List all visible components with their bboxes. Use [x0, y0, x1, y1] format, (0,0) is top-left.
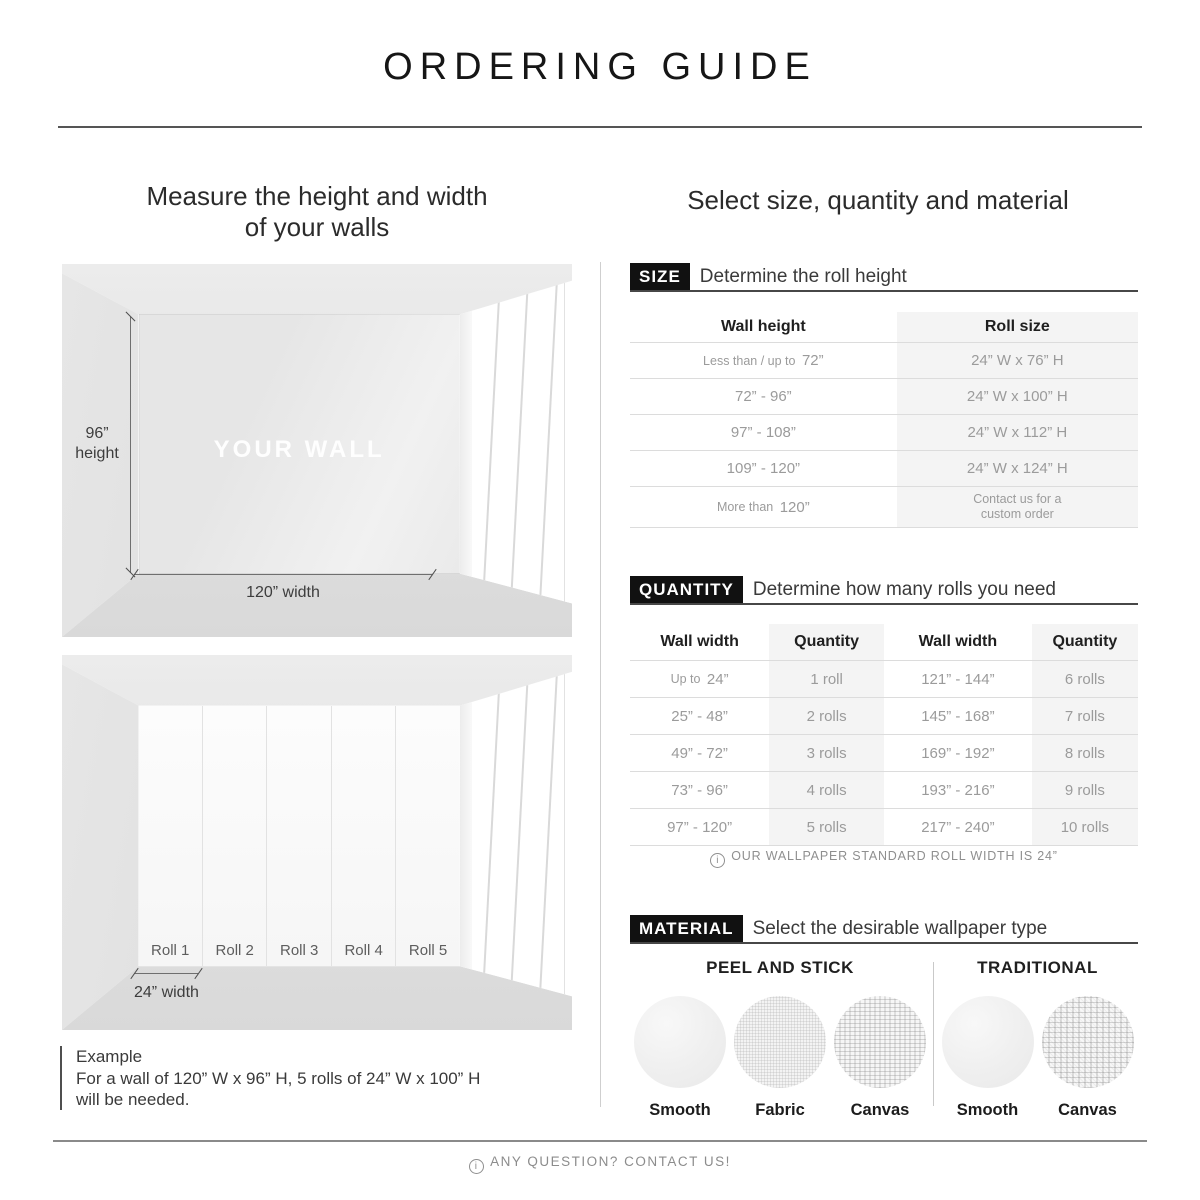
roll-panel-label: Roll 5: [408, 942, 448, 960]
roll-panel: [396, 706, 459, 967]
swatch-row: [937, 996, 1138, 1120]
swatch-row: [630, 996, 930, 1120]
size-table-row: [630, 379, 1138, 415]
size-table-row: [630, 487, 1138, 528]
material-section-title: Select the desirable wallpaper type: [752, 918, 1048, 939]
size-table: [630, 312, 1138, 528]
wall-width-cell: 145” - 168”: [921, 707, 995, 725]
wall-width-cell: 73” - 96”: [671, 781, 728, 799]
example-title: Example: [76, 1047, 143, 1066]
roll-panel-label: Roll 3: [279, 942, 319, 960]
roll-panel: [267, 706, 331, 967]
roll-panel: [332, 706, 396, 967]
smooth-texture-swatch: [634, 996, 726, 1088]
roll-panel: [139, 706, 203, 967]
height-dimension-label: [66, 424, 128, 464]
swatch-label: Smooth: [956, 1101, 1019, 1119]
select-heading: Select size, quantity and material: [687, 185, 1069, 215]
wall-height-cell: [630, 487, 897, 527]
window-mullion: [537, 264, 559, 637]
material-group-divider: [933, 962, 934, 1106]
wall-width-cell: 217” - 240”: [921, 818, 995, 836]
quantity-section-title: Determine how many rolls you need: [752, 579, 1056, 600]
size-section-title: Determine the roll height: [699, 266, 907, 287]
quantity-table-row: [630, 772, 1138, 809]
quantity-cell: 5 rolls: [769, 809, 884, 845]
canvas-texture-swatch: [834, 996, 926, 1088]
height-dimension-line: [130, 317, 131, 573]
roll-panel: [203, 706, 267, 967]
cell-value: 120”: [779, 498, 810, 516]
custom-order-line2: custom order: [980, 507, 1054, 521]
your-wall-label: YOUR WALL: [213, 436, 385, 463]
quantity-cell: 9 rolls: [1032, 772, 1138, 808]
material-section-header: [630, 915, 1138, 944]
wall-width-cell: 25” - 48”: [671, 707, 728, 725]
wall-width-cell: 193” - 216”: [921, 781, 995, 799]
wall-height-cell: 72” - 96”: [734, 388, 792, 405]
width-dimension-label: 120” width: [246, 584, 320, 601]
window-outer-edge: [564, 264, 572, 637]
quantity-table-row: [630, 698, 1138, 735]
quantity-cell: 1 roll: [769, 661, 884, 697]
swatch-smooth: [942, 996, 1034, 1120]
swatch-fabric: [734, 996, 826, 1120]
cell-value: 24”: [706, 670, 729, 688]
wallpaper-roll-panels: [139, 706, 460, 967]
traditional-group: [937, 958, 1138, 1120]
roll-width-note: [630, 849, 1138, 868]
window-mullion: [509, 264, 531, 637]
quantity-cell: 10 rolls: [1032, 809, 1138, 845]
swatch-label: Smooth: [649, 1101, 711, 1119]
info-icon: i: [710, 853, 725, 868]
swatch-canvas: [834, 996, 926, 1120]
quantity-cell: 3 rolls: [769, 735, 884, 771]
quantity-cell: 7 rolls: [1032, 698, 1138, 734]
wall-height-cell: 97” - 108”: [730, 424, 796, 441]
roll-size-cell: [897, 487, 1138, 527]
material-groups: [630, 958, 1138, 1120]
quantity-table: [630, 624, 1138, 846]
size-table-row: [630, 415, 1138, 451]
cell-value: 72”: [801, 352, 824, 369]
room-illustration-rolls: [62, 655, 572, 1030]
wall-width-cell: [630, 661, 769, 697]
roll-size-cell: 24” W x 100” H: [897, 379, 1138, 414]
window-outer-edge: [564, 655, 572, 1030]
measure-heading-line2: of your walls: [244, 212, 390, 242]
wall-width-cell: 121” - 144”: [921, 670, 995, 688]
measure-heading-line1: Measure the height and width: [146, 181, 488, 211]
custom-order-line1: Contact us for a: [973, 492, 1062, 506]
measure-heading: [62, 181, 572, 243]
material-badge: MATERIAL: [630, 915, 743, 942]
col-header-wall-width-2: Wall width: [918, 633, 998, 650]
size-table-header-row: [630, 312, 1138, 343]
wall-width-cell: 169” - 192”: [921, 744, 995, 762]
roll-width-label: 24” width: [134, 984, 199, 1001]
roll-width-dimension-line: [134, 973, 198, 974]
wall-width-cell: 97” - 120”: [667, 818, 733, 836]
roll-size-cell: 24” W x 124” H: [897, 451, 1138, 486]
quantity-cell: 2 rolls: [769, 698, 884, 734]
column-divider: [600, 262, 601, 1107]
wall-height-cell: 109” - 120”: [726, 460, 801, 477]
swatch-label: Canvas: [1058, 1101, 1117, 1119]
col-header-wall-height: Wall height: [720, 318, 806, 335]
swatch-canvas: [1042, 996, 1134, 1120]
size-badge: SIZE: [630, 263, 690, 290]
traditional-label: TRADITIONAL: [977, 958, 1098, 977]
size-table-row: [630, 451, 1138, 487]
swatch-smooth: [634, 996, 726, 1120]
quantity-section-header: [630, 576, 1138, 605]
width-dimension-line: [134, 574, 432, 575]
example-line1: For a wall of 120” W x 96” H, 5 rolls of 24” W x 100” H: [76, 1069, 481, 1088]
roll-width-note-text: OUR WALLPAPER STANDARD ROLL WIDTH IS 24”: [731, 849, 1058, 863]
col-header-quantity-2: Quantity: [1032, 624, 1138, 660]
wall-height-cell: [630, 343, 897, 378]
cell-prefix: Up to: [670, 672, 704, 686]
page-title: ORDERING GUIDE: [383, 46, 817, 88]
col-header-quantity-1: Quantity: [769, 624, 884, 660]
size-table-row: [630, 343, 1138, 379]
roll-panel-label: Roll 1: [151, 942, 190, 960]
quantity-cell: 6 rolls: [1032, 661, 1138, 697]
window-mullion: [537, 655, 559, 1030]
cell-prefix: Less than / up to: [703, 353, 799, 368]
col-header-roll-size: Roll size: [897, 312, 1138, 342]
quantity-table-row: [630, 661, 1138, 698]
roll-panel-label: Roll 2: [215, 942, 254, 960]
footer-contact-note: [0, 1154, 1200, 1174]
height-value: 96”: [85, 425, 109, 442]
quantity-table-row: [630, 735, 1138, 772]
cell-prefix: More than: [716, 500, 777, 514]
col-header-wall-width-1: Wall width: [660, 633, 739, 650]
swatch-label: Canvas: [850, 1101, 910, 1119]
smooth-texture-swatch: [942, 996, 1034, 1088]
size-section-header: [630, 263, 1138, 292]
header-divider: [58, 126, 1142, 128]
fabric-texture-swatch: [734, 996, 826, 1088]
peel-and-stick-group: [630, 958, 930, 1120]
quantity-cell: 8 rolls: [1032, 735, 1138, 771]
canvas-texture-swatch: [1042, 996, 1134, 1088]
swatch-label: Fabric: [755, 1101, 805, 1119]
footer-contact-text: ANY QUESTION? CONTACT US!: [490, 1154, 731, 1169]
quantity-cell: 4 rolls: [769, 772, 884, 808]
height-word: height: [75, 445, 119, 462]
roll-panel-label: Roll 4: [344, 942, 383, 960]
roll-size-cell: 24” W x 76” H: [897, 343, 1138, 378]
window-mullion: [509, 655, 531, 1030]
example-note: [60, 1046, 530, 1110]
roll-size-cell: 24” W x 112” H: [897, 415, 1138, 450]
example-line2: will be needed.: [76, 1090, 190, 1109]
info-icon: i: [469, 1159, 484, 1174]
peel-and-stick-label: PEEL AND STICK: [706, 958, 854, 977]
quantity-badge: QUANTITY: [630, 576, 743, 603]
footer-divider: [53, 1140, 1147, 1142]
quantity-table-header-row: [630, 624, 1138, 661]
wall-width-cell: 49” - 72”: [671, 744, 728, 762]
quantity-table-row: [630, 809, 1138, 846]
room-illustration-measure: [62, 264, 572, 637]
